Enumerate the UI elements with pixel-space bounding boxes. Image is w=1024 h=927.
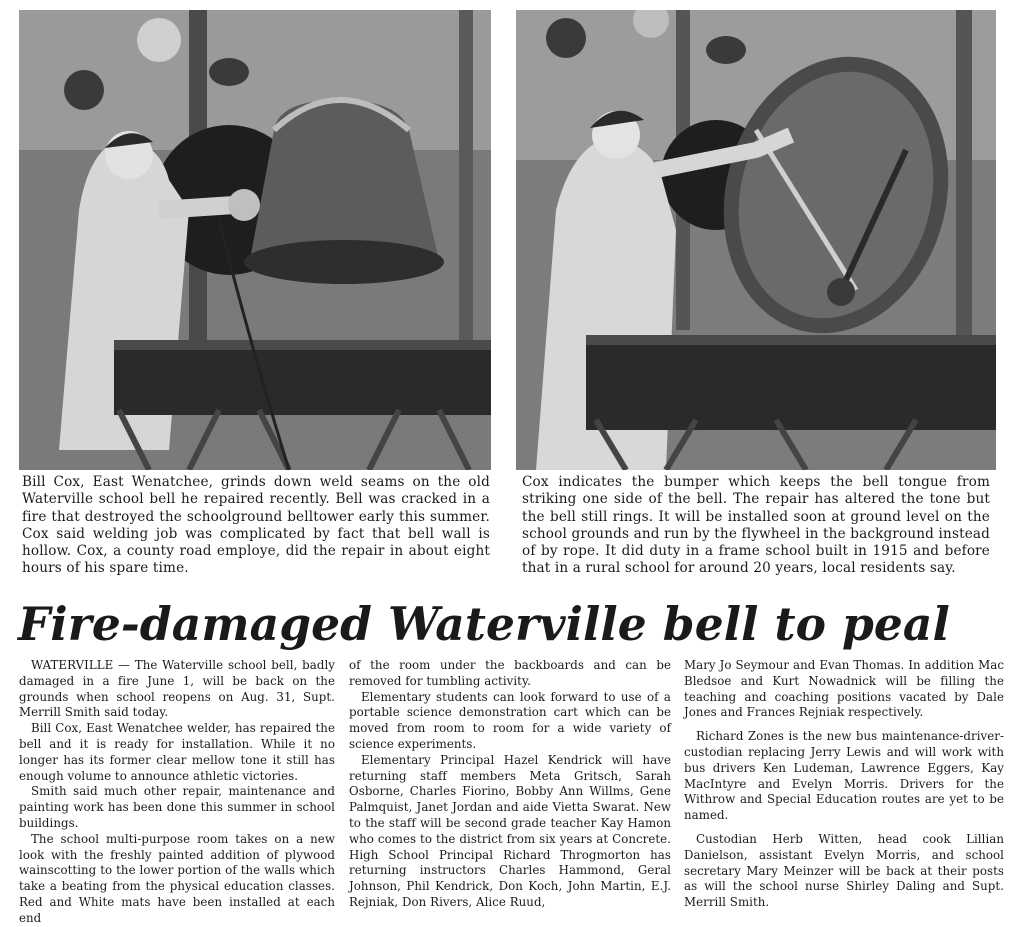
photo-caption-right: Cox indicates the bumper which keeps the bell tongue from striking one side of the bell. The repair has altered the tone but the bell still rings. It will be installed soon at ground level on the school grounds and run by the flywheel in the background instead of by rope. It did duty in a frame school built in 1915 and before that in a rural school for around 20 years, local residents say. bbox=[522, 474, 990, 577]
article-paragraph-continued: of the room under the backboards and can be removed for tumbling activity. bbox=[349, 658, 671, 688]
article-paragraph: Elementary Principal Hazel Kendrick will have returning staff members Meta Gritsch, Sarah Osborne, Charles Fiorino, Bobby Ann Willms, Gene Palmquist, Janet Jordan and aide Vietta Swarat. New to the staff will be second grade teacher Kay Hamon who comes to the district from six years at Concrete. High School Principal Richard Throgmorton has returning instructors Charles Hammond, Geral Johnson, Phil Kendrick, Don Koch, John Martin, E.J. Rejniak, Don Rivers, Alice Ruud, bbox=[349, 752, 671, 909]
article-paragraph: Elementary students can look forward to use of a portable science demonstration cart which can be moved from room to room for a wide variety of science experiments. bbox=[349, 689, 671, 751]
photo-right-bell-bumper bbox=[516, 10, 996, 470]
article-column-3 bbox=[684, 658, 1004, 911]
article-paragraph-continued: Mary Jo Seymour and Evan Thomas. In addition Mac Bledsoe and Kurt Nowadnick will be filling the teaching and coaching positions vacated by Dale Jones and Frances Rejniak respectively. bbox=[684, 658, 1004, 720]
article-column-2 bbox=[349, 658, 671, 911]
article-paragraph: Smith said much other repair, maintenance and painting work has been done this summer in school buildings. bbox=[19, 784, 335, 830]
article-paragraph: WATERVILLE — The Waterville school bell, badly damaged in a fire June 1, will be back on the grounds when school reopens on Aug. 31, Supt. Merrill Smith said today. bbox=[19, 658, 335, 720]
article-headline: Fire-damaged Waterville bell to peal bbox=[18, 597, 950, 651]
photo-left-bell-grinding bbox=[19, 10, 491, 470]
photo-left-graphic bbox=[19, 10, 491, 470]
article-paragraph: Richard Zones is the new bus maintenance-driver-custodian replacing Jerry Lewis and will work with bus drivers Ken Ludeman, Lawrence Eggers, Kay MacIntyre and Evelyn Morris. Drivers for the Withrow and Special Education routes are yet to be named. bbox=[684, 729, 1004, 823]
article-paragraph: The school multi-purpose room takes on a new look with the freshly painted addition of plywood wainscotting to the lower portion of the walls which take a beating from the physical education classes. Red and White mats have been installed at each end bbox=[19, 831, 335, 925]
article-paragraph: Custodian Herb Witten, head cook Lillian Danielson, assistant Evelyn Morris, and school secretary Mary Meinzer will be back at their posts as will the school nurse Shirley Daling and Supt. Merrill Smith. bbox=[684, 831, 1004, 910]
article-paragraph: Bill Cox, East Wenatchee welder, has repaired the bell and it is ready for installation. While it no longer has its former clear mellow tone it still has enough volume to announce athletic victories. bbox=[19, 721, 335, 783]
article-column-1 bbox=[19, 658, 335, 927]
photo-caption-left: Bill Cox, East Wenatchee, grinds down weld seams on the old Waterville school bell he repaired recently. Bell was cracked in a fire that destroyed the schoolground belltower early this summer. Cox said welding job was complicated by fact that bell wall is hollow. Cox, a county road employe, did the repair in about eight hours of his spare time. bbox=[22, 474, 490, 577]
photo-right-graphic bbox=[516, 10, 996, 470]
